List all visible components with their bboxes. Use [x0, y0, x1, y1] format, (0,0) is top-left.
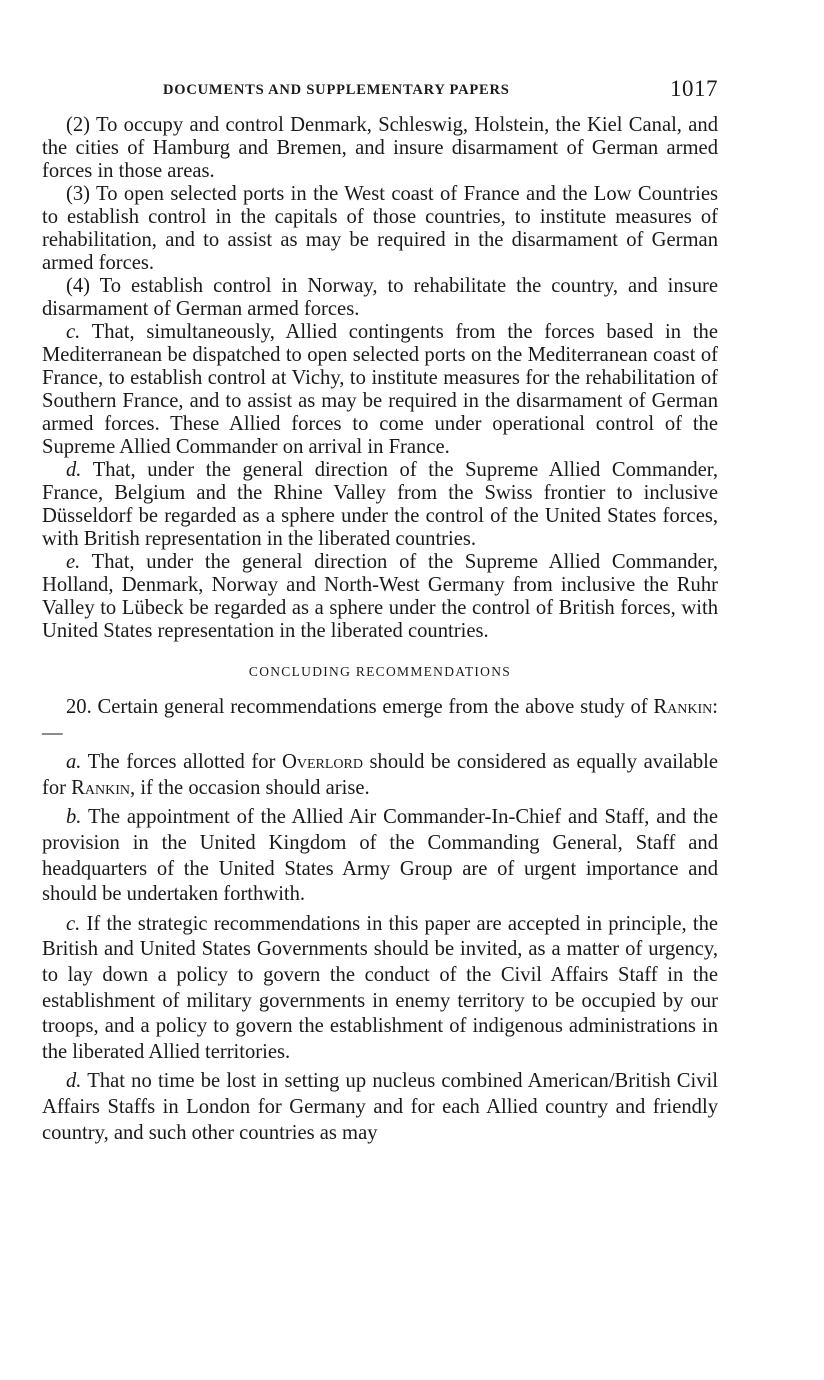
paragraph-20-intro — [42, 695, 718, 746]
item-text-part2: should be considered as equally available for — [42, 751, 718, 799]
paragraph-d-us-sphere — [42, 459, 718, 551]
item-text: That, under the general direction of the Supreme Allied Commander, Holland, Denmark, Norway and North-West Germany from inclusive the Ruhr Valley to Lübeck be regarded as a sphere under the control of British forces, with United States representation in the liberated countries. — [42, 551, 719, 642]
upper-text-block — [42, 114, 718, 643]
rankin-term: Rankin — [653, 696, 713, 718]
item-text-part3: , if the occasion should arise. — [130, 776, 370, 799]
item-text: That no time be lost in setting up nucleus combined American/British Civil Affairs Staffs in London for Germany and for each Allied country and friendly country, and such other countries as may — [42, 1070, 718, 1144]
page-number: 1017 — [670, 76, 718, 101]
running-head — [42, 76, 718, 114]
intro-punctuation: :— — [42, 696, 718, 744]
item-label: a. — [66, 751, 82, 774]
recommendation-b — [42, 805, 718, 907]
paragraph-4: (4) To establish control in Norway, to rehabilitate the country, and insure disarmament of German armed forces. — [42, 275, 718, 320]
item-label: d. — [66, 459, 82, 481]
item-text: That, under the general direction of the Supreme Allied Commander, France, Belgium and the Rhine Valley from the Swiss frontier to inclusive Düsseldorf be regarded as a sphere under the control of the United States forces, with British representation in the liberated countries. — [42, 459, 718, 550]
item-text: If the strategic recommendations in this paper are accepted in principle, the British and United States Governments should be invited, as a matter of urgency, to lay down a policy to govern the conduct of the Civil Affairs Staff in the establishment of military governments in enemy territory to be occupied by our troops, and a policy to govern the establishment of indigenous administrations in the liberated Allied territories. — [42, 912, 719, 1063]
intro-text: 20. Certain general recommendations emerge from the above study of — [66, 696, 648, 718]
recommendation-a — [42, 750, 718, 801]
item-text: That, simultaneously, Allied contingents from the forces based in the Mediterranean be dispatched to open selected ports on the Mediterranean coast of France, to establish control at Vichy, to institute measures for the rehabilitation of Southern France, and to assist as may be required in the disarmament of German armed forces. These Allied forces to come under operational control of the Supreme Allied Commander on arrival in France. — [42, 321, 718, 458]
item-label: e. — [66, 551, 81, 573]
recommendation-d — [42, 1069, 718, 1146]
section-heading: CONCLUDING RECOMMENDATIONS — [248, 664, 512, 679]
item-text: The appointment of the Allied Air Commander-In-Chief and Staff, and the provision in the United Kingdom of the Commanding General, Staff and headquarters of the United States Army Group are of urgent importance and should be undertaken forthwith. — [42, 806, 718, 906]
item-label: b. — [66, 806, 82, 829]
rankin-term: Rankin — [71, 776, 131, 799]
item-label: d. — [66, 1070, 82, 1093]
document-page — [42, 76, 718, 1150]
paragraph-e-british-sphere — [42, 551, 718, 643]
paragraph-3: (3) To open selected ports in the West coast of France and the Low Countries to establish control in the capitals of those countries, to institute measures of rehabilitation, and to assist as may be required in the disarmament of German armed forces. — [42, 183, 718, 274]
recommendation-c — [42, 912, 718, 1066]
paragraph-2: (2) To occupy and control Denmark, Schleswig, Holstein, the Kiel Canal, and the cities of Hamburg and Bremen, and insure disarmament of German armed forces in those areas. — [42, 114, 718, 182]
item-text-part1: The forces allotted for — [87, 751, 276, 774]
overlord-term: Overlord — [281, 751, 363, 774]
item-label: c. — [66, 912, 81, 935]
running-title: DOCUMENTS AND SUPPLEMENTARY PAPERS — [163, 82, 510, 98]
item-label: c. — [66, 321, 81, 343]
recommendations-block — [42, 695, 718, 1146]
paragraph-c-mediterranean — [42, 321, 718, 459]
